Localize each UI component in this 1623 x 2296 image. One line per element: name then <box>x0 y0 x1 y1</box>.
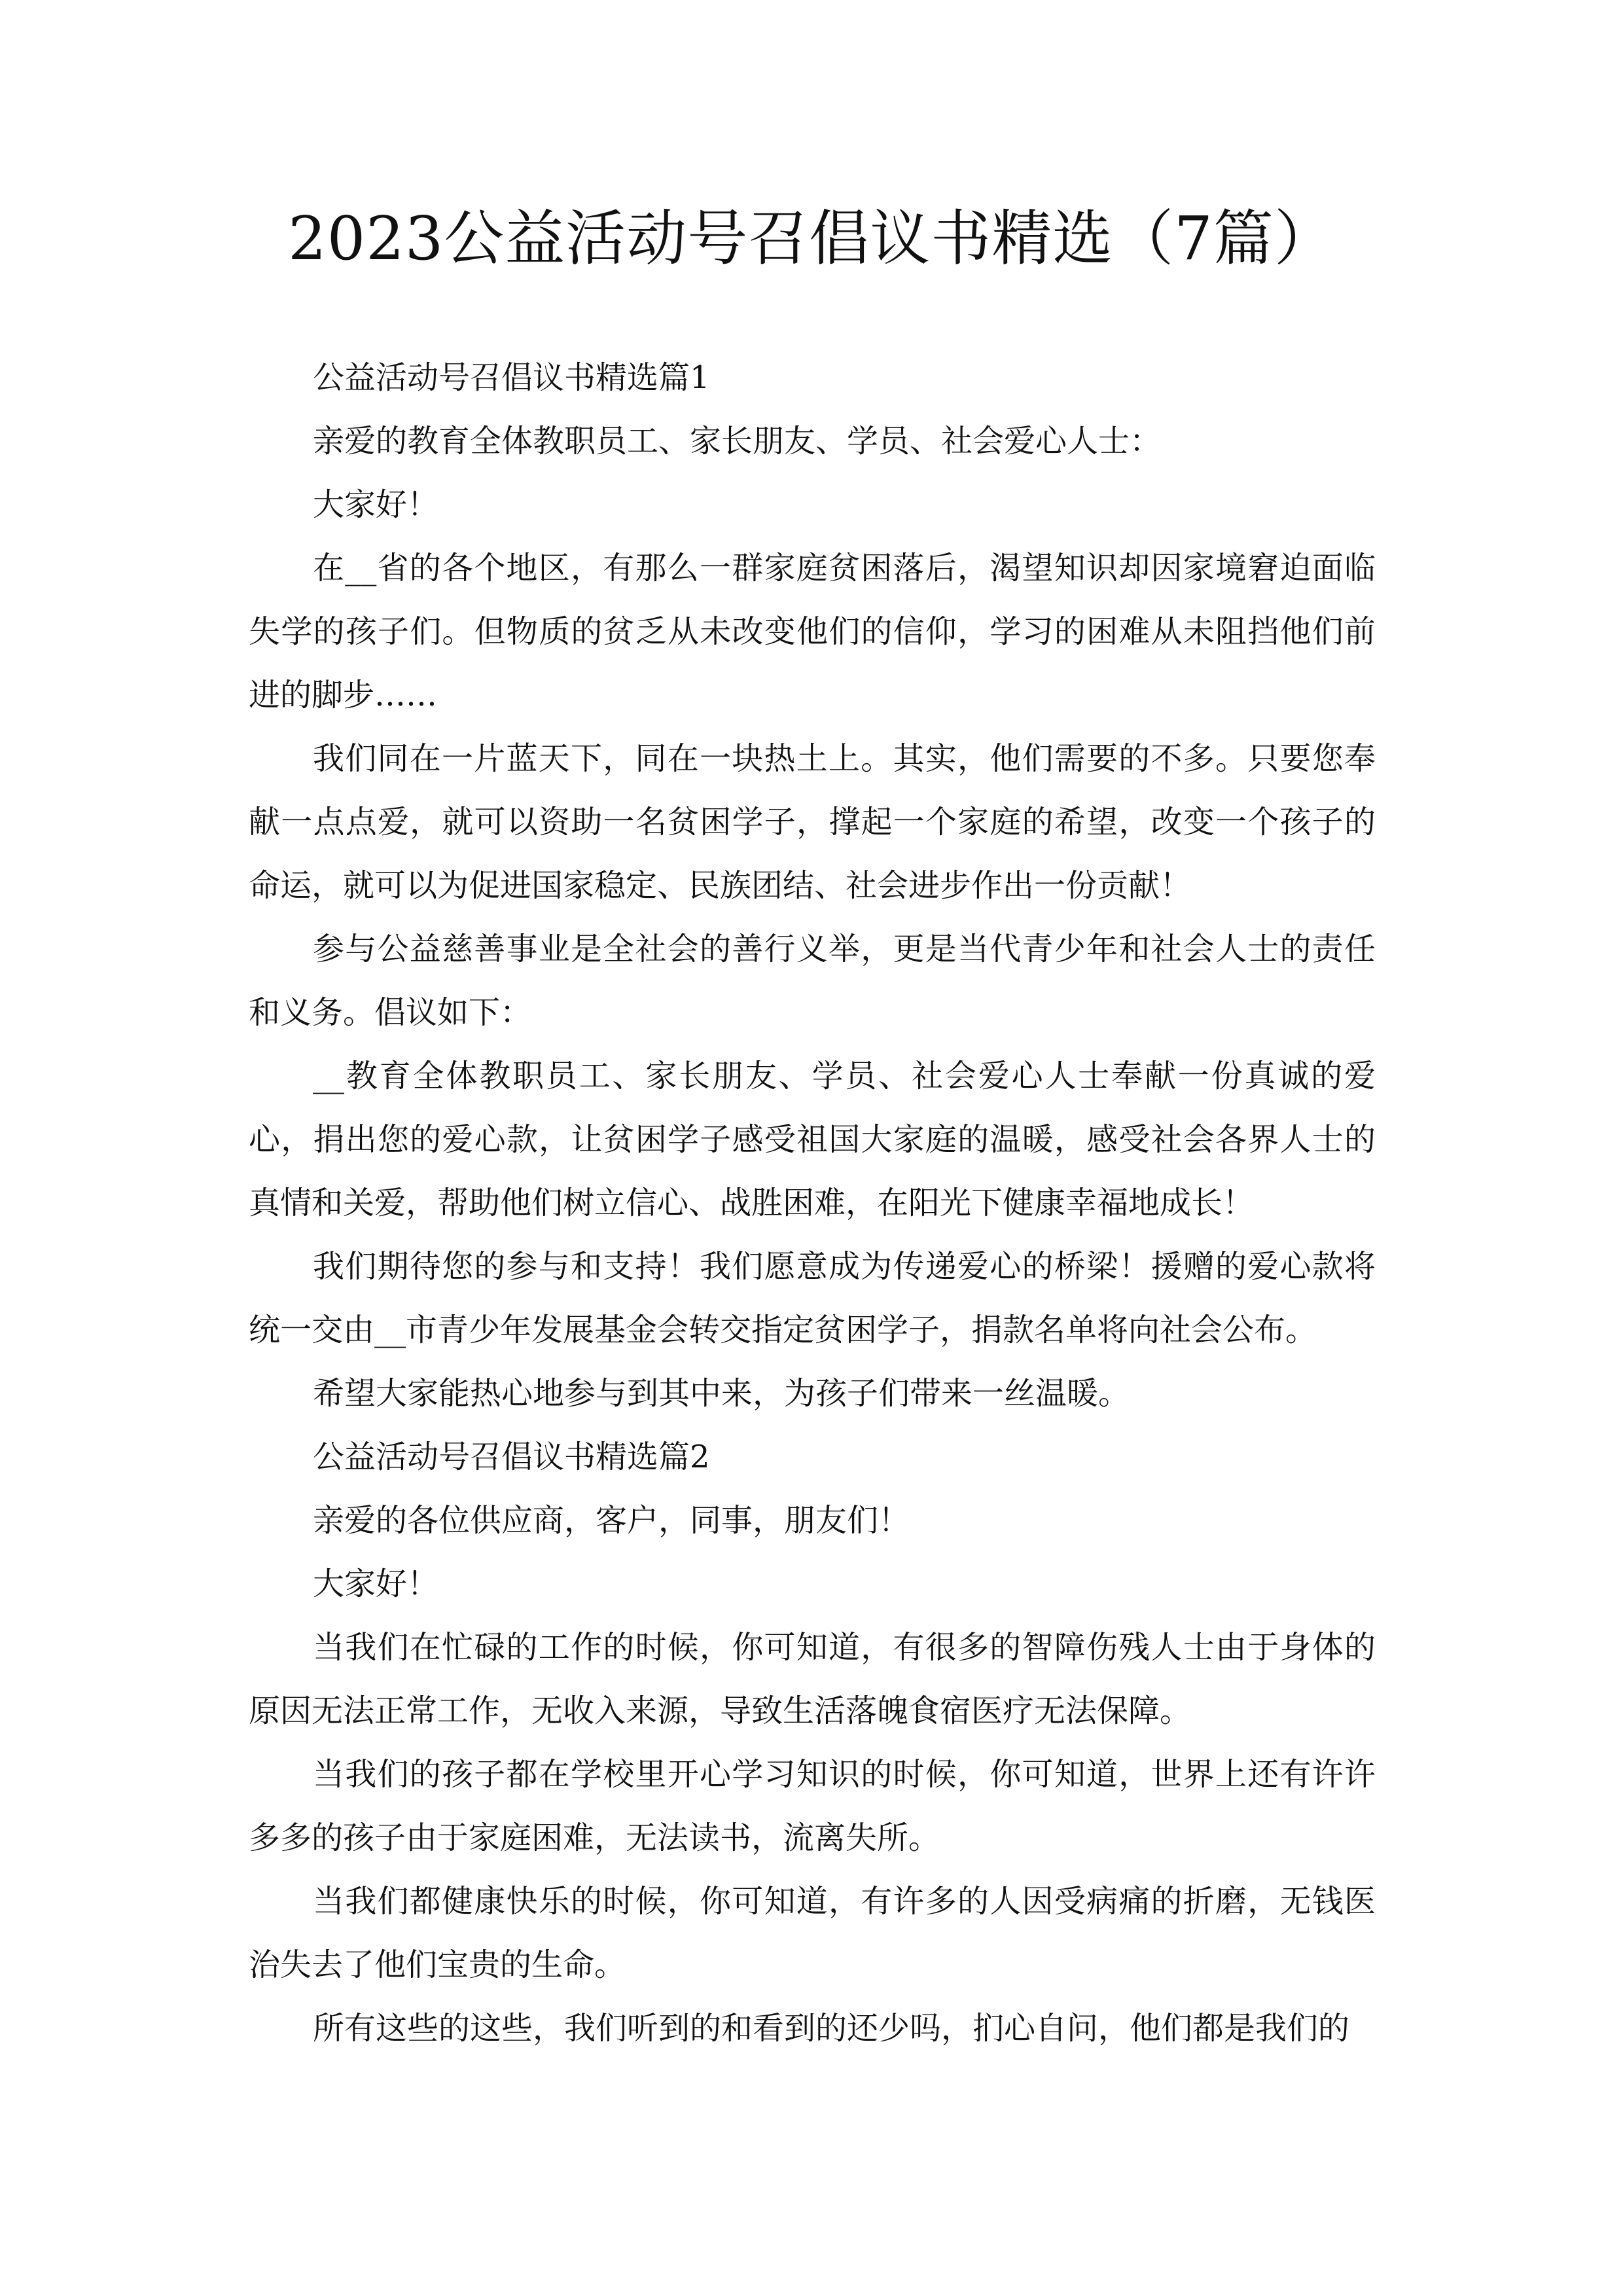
paragraph: 所有这些的这些，我们听到的和看到的还少吗，扪心自问，他们都是我们的 <box>313 2010 1350 2047</box>
paragraph: 我们期待您的参与和支持！我们愿意成为传递爱心的桥梁！援赠的爱心款将统一交由__市青少年发展基金会转交指定贫困学子，捐款名单将向社会公布。 <box>249 1248 1376 1348</box>
section-heading: 公益活动号召倡议书精选篇1 <box>313 359 710 396</box>
greeting: 大家好！ <box>313 486 439 523</box>
paragraph: 我们同在一片蓝天下，同在一块热土上。其实，他们需要的不多。只要您奉献一点点爱，就可以资助一名贫困学子，撑起一个家庭的希望，改变一个孩子的命运，就可以为促进国家稳定、民族团结、社会进步作出一份贡献！ <box>249 740 1376 904</box>
paragraph: 当我们都健康快乐的时候，你可知道，有许多的人因受病痛的折磨，无钱医治失去了他们宝贵的生命。 <box>249 1883 1376 1983</box>
paragraph: 当我们在忙碌的工作的时候，你可知道，有很多的智障伤残人士由于身体的原因无法正常工作，无收入来源，导致生活落魄食宿医疗无法保障。 <box>249 1629 1376 1729</box>
section-heading: 公益活动号召倡议书精选篇2 <box>313 1439 710 1475</box>
paragraph: 希望大家能热心地参与到其中来，为孩子们带来一丝温暖。 <box>313 1375 1130 1412</box>
document-body <box>249 346 1376 2060</box>
salutation: 亲爱的教育全体教职员工、家长朋友、学员、社会爱心人士： <box>313 423 1162 459</box>
paragraph: 参与公益慈善事业是全社会的善行义举，更是当代青少年和社会人士的责任和义务。倡议如下： <box>249 931 1376 1031</box>
paragraph: 在__省的各个地区，有那么一群家庭贫困落后，渴望知识却因家境窘迫面临失学的孩子们。但物质的贫乏从未改变他们的信仰，学习的困难从未阻挡他们前进的脚步…… <box>249 550 1376 713</box>
greeting: 大家好！ <box>313 1566 439 1602</box>
paragraph: 当我们的孩子都在学校里开心学习知识的时候，你可知道，世界上还有许许多多的孩子由于家庭困难，无法读书，流离失所。 <box>249 1756 1376 1856</box>
paragraph: __教育全体教职员工、家长朋友、学员、社会爱心人士奉献一份真诚的爱心，捐出您的爱心款，让贫困学子感受祖国大家庭的温暖，感受社会各界人士的真情和关爱，帮助他们树立信心、战胜困难，在阳光下健康幸福地成长！ <box>249 1058 1376 1221</box>
document-title: 2023公益活动号召倡议书精选（7篇） <box>288 204 1335 274</box>
salutation: 亲爱的各位供应商，客户，同事，朋友们！ <box>313 1502 910 1539</box>
